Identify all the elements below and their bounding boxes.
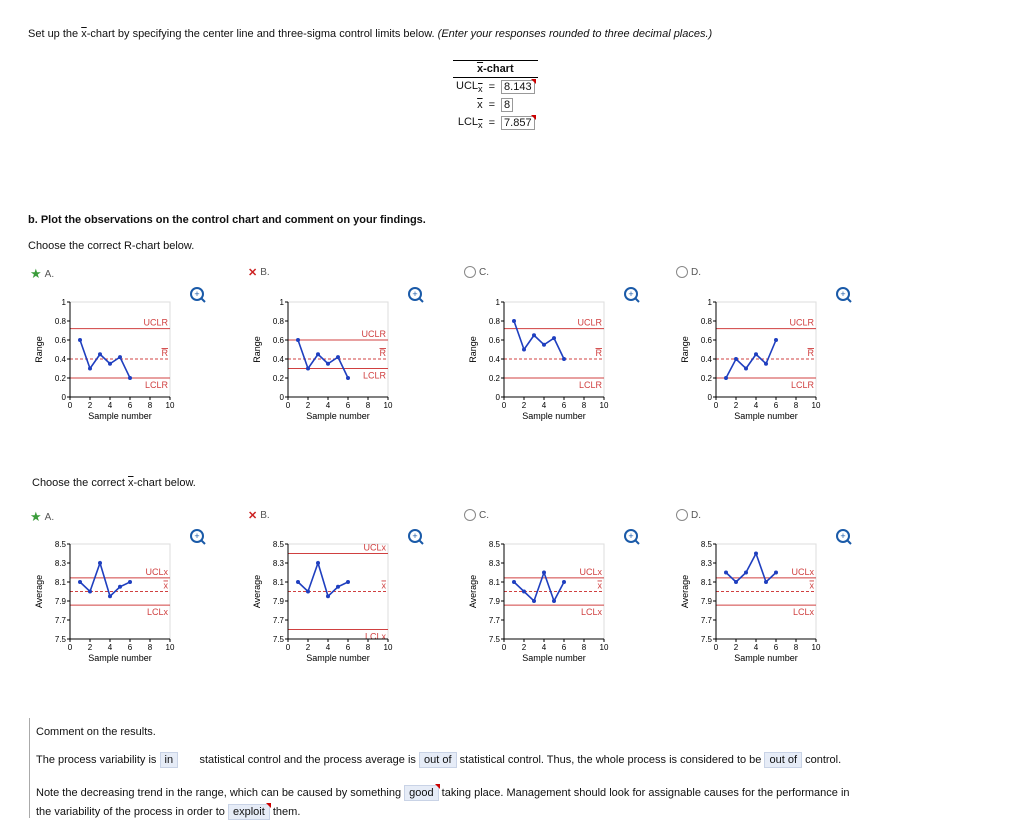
x-tick-label: 8 xyxy=(581,643,587,652)
x-tick-label: 4 xyxy=(541,643,547,652)
correct-star-icon: ★ xyxy=(30,266,42,281)
x-tick-label: 4 xyxy=(107,401,113,410)
y-tick-label: 7.5 xyxy=(272,635,284,644)
x-chart-prompt: Choose the correct $\overline{x}$-chart below. xyxy=(32,477,196,489)
lcl-label: LCLx xyxy=(364,631,386,642)
data-point xyxy=(346,376,350,380)
y-tick-label: 0.8 xyxy=(54,317,66,326)
x-tick-label: 8 xyxy=(365,401,371,410)
zoom-icon[interactable] xyxy=(409,530,423,544)
y-tick-label: 8.1 xyxy=(700,578,712,587)
data-point xyxy=(532,599,536,603)
ucl-label: UCLR xyxy=(789,317,814,328)
action-answer[interactable]: exploit xyxy=(228,804,270,820)
zoom-icon[interactable] xyxy=(837,530,851,544)
data-point xyxy=(326,594,330,598)
zoom-handle xyxy=(419,298,423,302)
x-tick-label: 10 xyxy=(165,401,175,410)
center-label: R xyxy=(807,348,814,358)
data-point xyxy=(98,352,102,356)
y-tick-label: 0.2 xyxy=(272,374,284,383)
x-choice-a[interactable]: ★ A. xyxy=(30,509,55,524)
x-tick-label: 8 xyxy=(581,401,587,410)
x-tick-label: 0 xyxy=(67,643,73,652)
x-tick-label: 8 xyxy=(147,401,153,410)
data-point xyxy=(78,580,82,584)
x-tick-label: 0 xyxy=(713,643,719,652)
data-point xyxy=(118,355,122,359)
x-tick-label: 4 xyxy=(753,643,759,652)
variability-answer[interactable]: in xyxy=(160,752,179,768)
lcl-answer-field[interactable]: 7.857 xyxy=(501,116,535,130)
data-point xyxy=(522,348,526,352)
y-tick-label: 8.3 xyxy=(272,559,284,568)
data-point xyxy=(512,319,516,323)
ucl-label: UCLx xyxy=(363,542,386,553)
radio-button-icon xyxy=(464,509,476,521)
x-chart-d xyxy=(676,524,856,669)
y-tick-label: 8.1 xyxy=(272,578,284,587)
data-point xyxy=(522,590,526,594)
center-answer-field[interactable]: 8 xyxy=(501,98,513,112)
x-tick-label: 2 xyxy=(305,643,311,652)
data-point xyxy=(78,338,82,342)
data-point xyxy=(316,352,320,356)
y-tick-label: 0.8 xyxy=(700,317,712,326)
x-choice-d[interactable]: D. xyxy=(676,509,701,521)
x-axis-label: Sample number xyxy=(306,653,370,663)
x-tick-label: 2 xyxy=(87,643,93,652)
x-tick-label: 10 xyxy=(599,401,609,410)
zoom-handle xyxy=(635,540,639,544)
x-tick-label: 2 xyxy=(305,401,311,410)
zoom-plus: + xyxy=(840,289,846,299)
y-tick-label: 0.4 xyxy=(54,355,66,364)
y-tick-label: 0.4 xyxy=(272,355,284,364)
x-tick-label: 6 xyxy=(773,643,779,652)
x-tick-label: 10 xyxy=(165,643,175,652)
zoom-icon[interactable] xyxy=(191,530,205,544)
comment-sentence-3: the variability of the process in order to exploit them. xyxy=(36,806,301,818)
y-tick-label: 0.6 xyxy=(54,336,66,345)
zoom-plus: + xyxy=(412,531,418,541)
zoom-plus: + xyxy=(840,531,846,541)
x-tick-label: 2 xyxy=(733,401,739,410)
lcl-label: LCLx xyxy=(792,607,814,618)
x-tick-label: 6 xyxy=(561,401,567,410)
zoom-icon[interactable] xyxy=(191,288,205,302)
y-tick-label: 7.7 xyxy=(54,616,66,625)
x-tick-label: 4 xyxy=(107,643,113,652)
ucl-label: UCLR xyxy=(577,317,602,328)
y-tick-label: 0.8 xyxy=(272,317,284,326)
y-tick-label: 0 xyxy=(707,393,712,402)
data-point xyxy=(296,338,300,342)
ucl-label: UCLx xyxy=(791,566,814,577)
y-tick-label: 8.1 xyxy=(488,578,500,587)
lcl-label: LCLR xyxy=(790,380,814,390)
y-tick-label: 0.2 xyxy=(54,374,66,383)
center-label: x xyxy=(597,580,602,591)
data-point xyxy=(542,343,546,347)
incorrect-x-icon: ✕ xyxy=(248,510,258,522)
y-tick-label: 1 xyxy=(495,298,500,307)
y-tick-label: 8.3 xyxy=(700,559,712,568)
y-axis-label: Average xyxy=(252,574,262,609)
center-label: R xyxy=(595,348,602,358)
comment-title: Comment on the results. xyxy=(36,726,156,738)
r-choice-b[interactable]: ✕ B. xyxy=(248,267,270,279)
data-point xyxy=(724,571,728,575)
data-point xyxy=(88,367,92,371)
y-axis-label: Range xyxy=(468,336,478,363)
x-axis-label: Sample number xyxy=(734,411,798,421)
y-axis-label: Average xyxy=(468,574,478,609)
data-point xyxy=(562,580,566,584)
data-point xyxy=(306,367,310,371)
y-tick-label: 0 xyxy=(495,393,500,402)
x-tick-label: 4 xyxy=(753,401,759,410)
y-tick-label: 7.5 xyxy=(54,635,66,644)
x-tick-label: 2 xyxy=(87,401,93,410)
zoom-icon[interactable] xyxy=(837,288,851,302)
x-tick-label: 8 xyxy=(793,643,799,652)
center-label: x xyxy=(163,580,168,591)
y-axis-label: Range xyxy=(34,336,44,363)
data-point xyxy=(542,571,546,575)
x-tick-label: 8 xyxy=(793,401,799,410)
data-point xyxy=(128,580,132,584)
x-tick-label: 6 xyxy=(345,643,351,652)
y-tick-label: 7.9 xyxy=(488,597,500,606)
r-chart-a xyxy=(30,282,210,427)
r-chart-b xyxy=(248,282,428,427)
y-tick-label: 0.2 xyxy=(700,374,712,383)
y-tick-label: 0.4 xyxy=(700,355,712,364)
y-tick-label: 7.5 xyxy=(488,635,500,644)
zoom-plus: + xyxy=(194,531,200,541)
data-point xyxy=(764,362,768,366)
y-axis-label: Range xyxy=(680,336,690,363)
ucl-label: UCLx xyxy=(579,566,602,577)
y-tick-label: 8.5 xyxy=(488,540,500,549)
y-tick-label: 1 xyxy=(61,298,66,307)
x-tick-label: 4 xyxy=(325,643,331,652)
zoom-icon[interactable] xyxy=(409,288,423,302)
radio-button-icon xyxy=(676,266,688,278)
x-axis-label: Sample number xyxy=(522,653,586,663)
x-tick-label: 10 xyxy=(811,401,821,410)
y-tick-label: 0.2 xyxy=(488,374,500,383)
ucl-label: UCLR xyxy=(143,317,168,328)
data-point xyxy=(316,561,320,565)
lcl-label: LCLx xyxy=(146,607,168,618)
zoom-plus: + xyxy=(628,289,634,299)
ucl-row: $UCL_{\overline{x}}$ = 8.143 xyxy=(453,78,538,97)
cause-answer[interactable]: good xyxy=(404,785,438,801)
y-tick-label: 0.8 xyxy=(488,317,500,326)
r-choice-d[interactable]: D. xyxy=(676,266,701,278)
data-point xyxy=(108,362,112,366)
process-answer[interactable]: out of xyxy=(764,752,802,768)
r-choice-c[interactable]: C. xyxy=(464,266,489,278)
zoom-handle xyxy=(635,298,639,302)
comment-divider xyxy=(29,718,30,818)
x-tick-label: 8 xyxy=(365,643,371,652)
question-b-title: b. Plot the observations on the control chart and comment on your findings. xyxy=(28,214,426,226)
center-label: R xyxy=(379,348,386,358)
data-point xyxy=(744,571,748,575)
x-tick-label: 2 xyxy=(521,401,527,410)
data-point xyxy=(296,580,300,584)
x-tick-label: 10 xyxy=(383,643,393,652)
x-tick-label: 10 xyxy=(383,401,393,410)
x-tick-label: 0 xyxy=(501,643,507,652)
r-choice-a[interactable]: ★ A. xyxy=(30,266,55,281)
x-axis-label: Sample number xyxy=(88,411,152,421)
y-axis-label: Average xyxy=(680,574,690,609)
center-label: R xyxy=(161,348,168,358)
zoom-icon[interactable] xyxy=(625,288,639,302)
xchart-limits-table xyxy=(453,60,538,132)
x-chart-c xyxy=(464,524,644,669)
lcl-row: $LCL_{\overline{x}}$ = 7.857 xyxy=(453,114,538,132)
y-tick-label: 8.3 xyxy=(488,559,500,568)
x-tick-label: 4 xyxy=(325,401,331,410)
x-axis-label: Sample number xyxy=(522,411,586,421)
x-tick-label: 0 xyxy=(501,401,507,410)
y-tick-label: 0 xyxy=(61,393,66,402)
radio-button-icon xyxy=(676,509,688,521)
data-point xyxy=(336,585,340,589)
x-axis-label: Sample number xyxy=(306,411,370,421)
ucl-label: UCLR xyxy=(361,329,386,339)
x-tick-label: 10 xyxy=(811,643,821,652)
x-tick-label: 0 xyxy=(285,643,291,652)
center-row: $\overline{x}$ = 8 xyxy=(453,96,538,114)
comment-sentence-1: The process variability is in statistical control and the process average is out of statistical control. Thus, the whole process is considered to be out of control. xyxy=(36,754,842,766)
data-point xyxy=(512,580,516,584)
x-tick-label: 0 xyxy=(713,401,719,410)
x-tick-label: 4 xyxy=(541,401,547,410)
average-answer[interactable]: out of xyxy=(419,752,457,768)
x-tick-label: 8 xyxy=(147,643,153,652)
data-point xyxy=(552,336,556,340)
data-point xyxy=(346,580,350,584)
data-point xyxy=(724,376,728,380)
x-chart-b xyxy=(248,524,428,669)
data-point xyxy=(552,599,556,603)
zoom-handle xyxy=(201,298,205,302)
center-label: x xyxy=(809,580,814,591)
data-point xyxy=(754,552,758,556)
radio-button-icon xyxy=(464,266,476,278)
x-tick-label: 0 xyxy=(285,401,291,410)
data-point xyxy=(764,580,768,584)
x-tick-label: 6 xyxy=(773,401,779,410)
x-tick-label: 2 xyxy=(521,643,527,652)
y-tick-label: 7.7 xyxy=(272,616,284,625)
y-tick-label: 8.5 xyxy=(700,540,712,549)
question-a-text: Set up the $\overline{x}$-chart by specifying the center line and three-sigma control limits below. (Enter your responses rounded to three decimal places.) xyxy=(28,28,713,40)
y-tick-label: 1 xyxy=(279,298,284,307)
x-chart-a xyxy=(30,524,210,669)
y-tick-label: 7.9 xyxy=(272,597,284,606)
y-tick-label: 1 xyxy=(707,298,712,307)
zoom-handle xyxy=(847,540,851,544)
y-tick-label: 7.7 xyxy=(700,616,712,625)
x-axis-label: Sample number xyxy=(88,653,152,663)
zoom-plus: + xyxy=(412,289,418,299)
data-point xyxy=(98,561,102,565)
y-tick-label: 0.6 xyxy=(272,336,284,345)
data-point xyxy=(118,585,122,589)
lcl-label: LCLR xyxy=(144,380,168,390)
y-axis-label: Range xyxy=(252,336,262,363)
x-tick-label: 6 xyxy=(127,643,133,652)
lcl-label: LCLR xyxy=(578,380,602,390)
x-tick-label: 0 xyxy=(67,401,73,410)
y-tick-label: 8.5 xyxy=(272,540,284,549)
data-point xyxy=(734,357,738,361)
comment-sentence-2: Note the decreasing trend in the range, which can be caused by something good taking place. Management should look for assignable causes for the performance in xyxy=(36,787,850,799)
y-tick-label: 8.3 xyxy=(54,559,66,568)
x-tick-label: 6 xyxy=(127,401,133,410)
y-tick-label: 0.6 xyxy=(700,336,712,345)
zoom-plus: + xyxy=(194,289,200,299)
zoom-plus: + xyxy=(628,531,634,541)
x-tick-label: 6 xyxy=(561,643,567,652)
data-point xyxy=(774,338,778,342)
r-chart-c xyxy=(464,282,644,427)
y-tick-label: 8.5 xyxy=(54,540,66,549)
zoom-handle xyxy=(847,298,851,302)
y-tick-label: 8.1 xyxy=(54,578,66,587)
data-point xyxy=(128,376,132,380)
data-point xyxy=(326,362,330,366)
incorrect-x-icon: ✕ xyxy=(248,267,258,279)
x-choice-b[interactable]: ✕ B. xyxy=(248,510,270,522)
x-tick-label: 2 xyxy=(733,643,739,652)
data-point xyxy=(108,594,112,598)
data-point xyxy=(336,355,340,359)
data-point xyxy=(754,352,758,356)
y-tick-label: 7.9 xyxy=(700,597,712,606)
y-tick-label: 0 xyxy=(279,393,284,402)
lcl-label: LCLx xyxy=(580,607,602,618)
y-tick-label: 7.7 xyxy=(488,616,500,625)
r-chart-prompt: Choose the correct R-chart below. xyxy=(28,240,195,252)
center-label: x xyxy=(381,580,386,591)
xchart-table-header: $\overline{x}$-chart xyxy=(453,61,538,78)
plot-area xyxy=(288,302,388,397)
y-tick-label: 7.9 xyxy=(54,597,66,606)
data-point xyxy=(744,367,748,371)
x-tick-label: 10 xyxy=(599,643,609,652)
x-axis-label: Sample number xyxy=(734,653,798,663)
y-tick-label: 0.4 xyxy=(488,355,500,364)
data-point xyxy=(88,590,92,594)
lcl-label: LCLR xyxy=(362,370,386,381)
correct-star-icon: ★ xyxy=(30,509,42,524)
r-chart-d xyxy=(676,282,856,427)
y-axis-label: Average xyxy=(34,574,44,609)
zoom-handle xyxy=(201,540,205,544)
ucl-label: UCLx xyxy=(145,566,168,577)
zoom-icon[interactable] xyxy=(625,530,639,544)
data-point xyxy=(734,580,738,584)
data-point xyxy=(306,590,310,594)
ucl-answer-field[interactable]: 8.143 xyxy=(501,80,535,94)
data-point xyxy=(532,333,536,337)
y-tick-label: 0.6 xyxy=(488,336,500,345)
zoom-handle xyxy=(419,540,423,544)
x-choice-c[interactable]: C. xyxy=(464,509,489,521)
data-point xyxy=(562,357,566,361)
data-point xyxy=(774,571,778,575)
y-tick-label: 7.5 xyxy=(700,635,712,644)
x-tick-label: 6 xyxy=(345,401,351,410)
